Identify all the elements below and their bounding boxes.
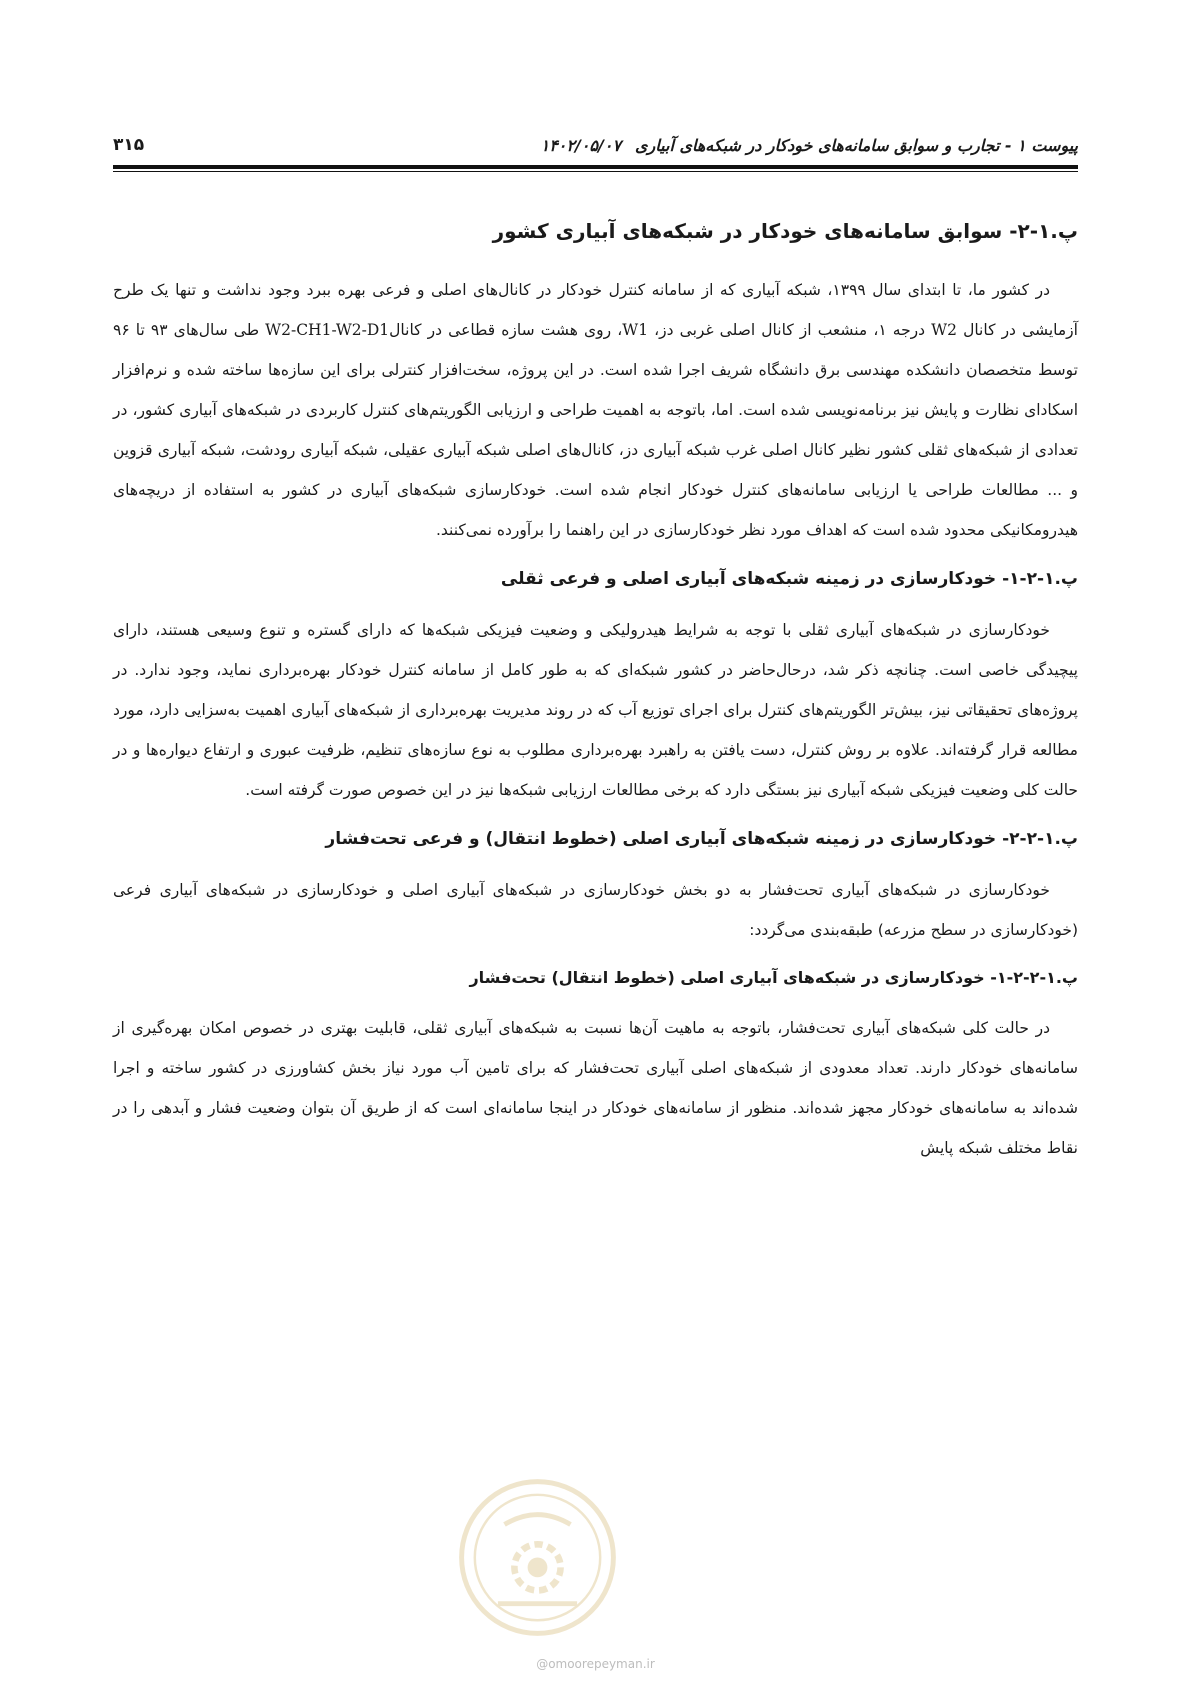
- watermark-stamp-icon: [455, 1475, 620, 1640]
- header-rule-thick: [113, 165, 1078, 169]
- subsubsection-heading: پ.۱-۲-۲-۱- خودکارسازی در شبکه‌های آبیاری اصلی (خطوط انتقال) تحت‌فشار: [469, 968, 1078, 987]
- page-number: ۳۱۵: [113, 135, 145, 155]
- para-text-3: ، روی هشت سازه قطاعی در کانال: [389, 321, 623, 339]
- subsection2-heading: پ.۱-۲-۲- خودکارسازی در زمینه شبکه‌های آبیاری اصلی (خطوط انتقال) و فرعی تحت‌فشار: [325, 829, 1078, 849]
- canal-code-full: W2-CH1-W2-D1: [265, 321, 390, 339]
- para-text-4: طی سال‌های ۹۳ تا ۹۶ توسط متخصصان دانشکده مهندسی برق دانشگاه شریف اجرا شده است. در این پروژه، سخت‌افزار کنترلی برای این سازه‌ها ساخته شده و نرم‌افزار اسکادای نظارت و پایش نیز برنامه‌نویسی شده است. اما، باتوجه به اهمیت طراحی و ارزیابی الگوریتم‌های کنترل کاربردی در شبکه‌های آبیاری کشور، در تعدادی از شبکه‌های ثقلی کشور نظیر کانال اصلی غرب شبکه آبیاری دز، کانال‌های اصلی شبکه آبیاری عقیلی، شبکه آبیاری رودشت، شبکه آبیاری قزوین و ... مطالعات طراحی یا ارزیابی سامانه‌های کنترل خودکار انجام شده است. خودکارسازی شبکه‌های آبیاری در کشور به استفاده از دریچه‌های هیدرومکانیکی محدود شده است که اهداف مورد نظر خودکارسازی در این راهنما را برآورده نمی‌کنند.: [113, 321, 1078, 539]
- subsection1-paragraph: خودکارسازی در شبکه‌های آبیاری ثقلی با توجه به شرایط هیدرولیکی و وضعیت فیزیکی شبکه‌ها که دارای گستره و تنوع وسیعی هستند، دارای پیچیدگی خاصی است. چنانچه ذکر شد، درحال‌حاضر در کشور شبکه‌ای که به طور کامل از سامانه کنترل خودکار بهره‌برداری نماید، وجود ندارد. در پروژه‌های تحقیقاتی نیز، بیش‌تر الگوریتم‌های کنترل برای اجرای توزیع آب که در روند مدیریت بهره‌برداری از شبکه‌های آبیاری اهمیت به‌سزایی دارد، مورد مطالعه قرار گرفته‌اند. علاوه بر روش کنترل، دست یافتن به راهبرد بهره‌برداری مطلوب به نوع سازه‌های تنظیم، ظرفیت عبوری و ارتفاع دیواره‌ها و در حالت کلی وضعیت فیزیکی شبکه آبیاری نیز بستگی دارد که برخی مطالعات ارزیابی شبکه‌ها نیز در این خصوص صورت گرفته است.: [113, 621, 1078, 799]
- main-content: [113, 214, 1078, 1168]
- running-header: [113, 128, 1078, 162]
- canal-code-w2: W2: [931, 321, 957, 339]
- para-text-1: در کشور ما، تا ابتدای سال ۱۳۹۹، شبکه آبیاری که از سامانه کنترل خودکار در کانال‌های اصلی و فرعی بهره ببرد وجود نداشت و تنها یک طرح آزمایشی در کانال: [113, 281, 1078, 339]
- watermark-url: @omoorepeyman.ir: [536, 1657, 655, 1671]
- para-text-2: درجه ۱، منشعب از کانال اصلی غربی دز،: [654, 321, 926, 339]
- header-date: ۱۴۰۲/۰۵/۰۷: [540, 135, 622, 155]
- subsection1-heading: پ.۱-۲-۱- خودکارسازی در زمینه شبکه‌های آبیاری اصلی و فرعی ثقلی: [500, 569, 1078, 589]
- section-paragraph: [113, 270, 1078, 550]
- subsection2-paragraph: خودکارسازی در شبکه‌های آبیاری تحت‌فشار به دو بخش خودکارسازی در شبکه‌های آبیاری اصلی و خودکارسازی در شبکه‌های آبیاری فرعی (خودکارسازی در سطح مزرعه) طبقه‌بندی می‌گردد:: [113, 881, 1078, 939]
- header-left-group: [541, 136, 1078, 155]
- header-title: پیوست ۱ - تجارب و سوابق سامانه‌های خودکار در شبکه‌های آبیاری: [635, 135, 1078, 155]
- subsubsection-paragraph: در حالت کلی شبکه‌های آبیاری تحت‌فشار، باتوجه به ماهیت آن‌ها نسبت به شبکه‌های آبیاری ثقلی، قابلیت بهتری در خصوص امکان بهره‌گیری از سامانه‌های خودکار دارند. تعداد معدودی از شبکه‌های اصلی آبیاری تحت‌فشار که برای تامین آب مورد نیاز بخش کشاورزی در کشور ساخته و اجرا شده‌اند به سامانه‌های خودکار مجهز شده‌اند. منظور از سامانه‌های خودکار در اینجا سامانه‌ای است که از طریق آن بتوان وضعیت فشار و آبدهی را در نقاط مختلف شبکه پایش: [113, 1019, 1078, 1157]
- section-heading: پ.۱-۲- سوابق سامانه‌های خودکار در شبکه‌های آبیاری کشور: [492, 219, 1078, 243]
- canal-code-w1: W1: [622, 321, 649, 339]
- header-rule-thin: [113, 171, 1078, 172]
